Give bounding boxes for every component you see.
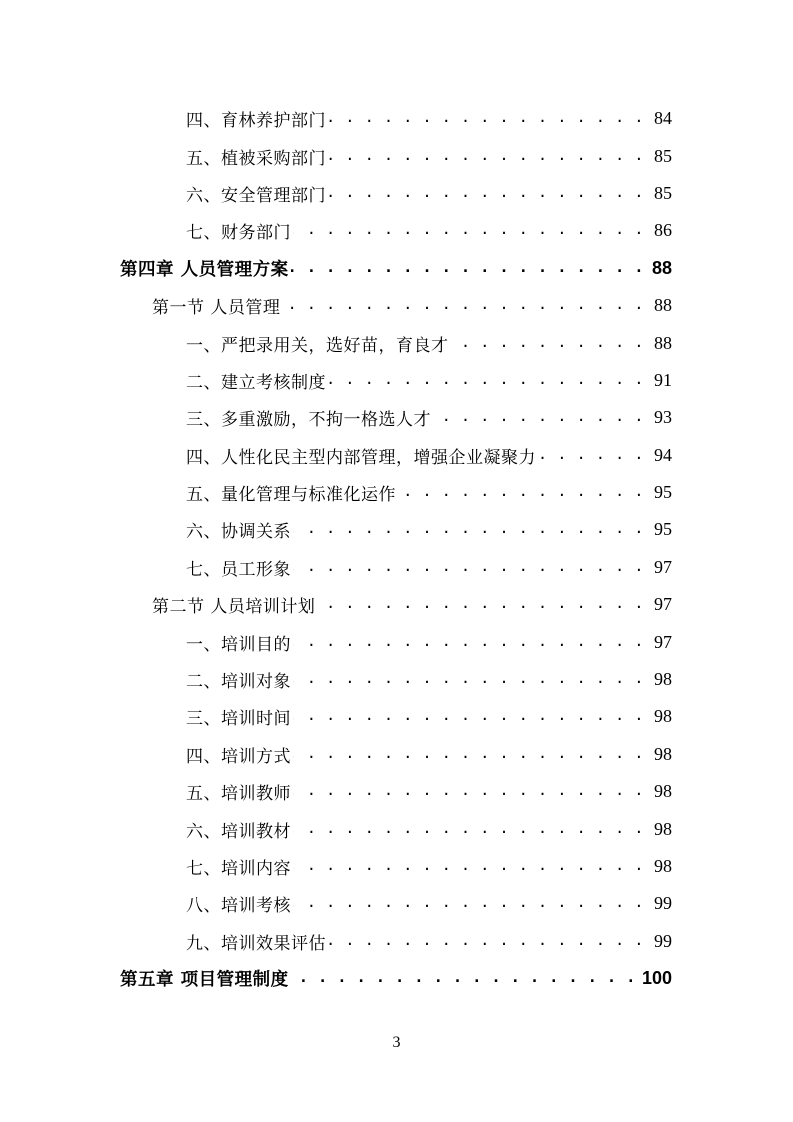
toc-entry[interactable] xyxy=(0,549,793,586)
toc-entry[interactable] xyxy=(0,175,793,212)
toc-entry[interactable] xyxy=(0,511,793,548)
toc-entry-page: 98 xyxy=(654,781,672,802)
toc-entry-page: 99 xyxy=(654,893,672,914)
dot-leader xyxy=(293,895,644,912)
toc-entry[interactable] xyxy=(0,885,793,922)
toc-section-entry[interactable] xyxy=(0,287,793,324)
toc-entry[interactable] xyxy=(0,399,793,436)
dot-leader xyxy=(293,521,644,538)
toc-entry[interactable] xyxy=(0,810,793,847)
dot-leader xyxy=(398,484,644,501)
toc-entry[interactable] xyxy=(0,474,793,511)
toc-chapter-entry[interactable] xyxy=(0,250,793,287)
page-number: 3 xyxy=(392,1034,401,1051)
toc-entry-title: 五、培训教师 xyxy=(186,784,291,805)
dot-leader xyxy=(328,933,644,950)
toc-entry-title: 第四章 人员管理方案 xyxy=(120,259,289,280)
toc-entry-page: 94 xyxy=(654,444,672,465)
toc-entry[interactable] xyxy=(0,212,793,249)
dot-leader xyxy=(291,970,636,988)
toc-entry[interactable] xyxy=(0,661,793,698)
toc-entry-page: 98 xyxy=(654,856,672,876)
dot-leader xyxy=(328,110,644,127)
toc-entry-page: 98 xyxy=(654,743,672,764)
toc-entry[interactable] xyxy=(0,923,793,960)
toc-entry-title: 第五章 项目管理制度 xyxy=(120,970,289,991)
dot-leader xyxy=(282,297,644,314)
dot-leader xyxy=(538,447,644,464)
toc-entry-page: 91 xyxy=(654,369,672,390)
toc-entry-title: 五、量化管理与标准化运作 xyxy=(186,485,396,506)
toc-entry-title: 八、培训考核 xyxy=(186,896,291,917)
toc-entry-title: 六、培训教材 xyxy=(186,821,291,842)
toc-entry[interactable] xyxy=(0,437,793,474)
toc-entry-page: 84 xyxy=(654,108,672,129)
toc-entry[interactable] xyxy=(0,698,793,735)
dot-leader xyxy=(328,372,644,389)
dot-leader xyxy=(317,596,644,613)
toc-entry-page: 97 xyxy=(654,594,672,615)
toc-entry-title: 第二节 人员培训计划 xyxy=(152,597,316,618)
dot-leader xyxy=(293,821,644,838)
dot-leader xyxy=(293,858,644,875)
toc-entry-title: 二、建立考核制度 xyxy=(186,372,326,393)
toc-entry-page: 97 xyxy=(654,631,672,652)
toc-chapter-entry[interactable] xyxy=(0,960,793,997)
toc-entry[interactable] xyxy=(0,324,793,361)
toc-entry[interactable] xyxy=(0,623,793,660)
dot-leader xyxy=(293,222,644,239)
dot-leader xyxy=(451,335,645,352)
toc-entry-title: 二、培训对象 xyxy=(186,672,291,693)
toc-entry-page: 98 xyxy=(654,818,672,839)
toc-entry[interactable] xyxy=(0,362,793,399)
toc-entry-title: 九、培训效果评估 xyxy=(186,933,326,954)
toc-entry-title: 四、培训方式 xyxy=(186,746,291,767)
toc-entry-title: 三、培训时间 xyxy=(186,709,291,730)
toc-entry-page: 98 xyxy=(654,669,672,690)
dot-leader xyxy=(328,148,644,165)
toc-entry[interactable] xyxy=(0,100,793,137)
toc-entry-title: 六、协调关系 xyxy=(186,522,291,543)
toc-entry-page: 100 xyxy=(641,968,672,989)
toc-entry-title: 七、财务部门 xyxy=(186,223,291,244)
toc-entry-page: 88 xyxy=(654,332,672,353)
toc-section-entry[interactable] xyxy=(0,586,793,623)
dot-leader xyxy=(293,746,644,763)
dot-leader xyxy=(293,708,644,725)
toc-entry-title: 四、人性化民主型内部管理，增强企业凝聚力 xyxy=(186,447,536,468)
toc-entry-page: 86 xyxy=(654,220,672,241)
toc-entry[interactable] xyxy=(0,137,793,174)
toc-entry[interactable] xyxy=(0,773,793,810)
toc-entry-page: 95 xyxy=(654,519,672,540)
dot-leader xyxy=(293,559,644,576)
toc-entry-title: 七、培训内容 xyxy=(186,859,291,879)
toc-entry-page: 85 xyxy=(654,145,672,166)
toc-entry-page: 97 xyxy=(654,556,672,577)
toc-entry-page: 85 xyxy=(654,182,672,203)
dot-leader xyxy=(293,671,644,688)
toc-entry-title: 七、员工形象 xyxy=(186,559,291,580)
toc-entry-title: 五、植被采购部门 xyxy=(186,148,326,169)
toc-entry-title: 第一节 人员管理 xyxy=(152,298,281,319)
dot-leader xyxy=(293,634,644,651)
toc-entry-title: 四、育林养护部门 xyxy=(186,111,326,132)
toc-entry-title: 三、多重激励，不拘一格选人才 xyxy=(186,410,431,431)
table-of-contents xyxy=(0,100,793,997)
dot-leader xyxy=(433,409,644,426)
toc-entry-page: 93 xyxy=(654,407,672,428)
toc-entry-title: 六、安全管理部门 xyxy=(186,185,326,206)
toc-entry-page: 99 xyxy=(654,930,672,951)
toc-entry-page: 88 xyxy=(651,257,672,278)
dot-leader xyxy=(291,260,644,278)
toc-entry-page: 88 xyxy=(654,295,672,316)
toc-entry-page: 98 xyxy=(654,706,672,727)
toc-entry[interactable] xyxy=(0,736,793,773)
toc-entry-title: 一、严把录用关，选好苗，育良才 xyxy=(186,335,449,356)
toc-entry-page: 95 xyxy=(654,482,672,503)
dot-leader xyxy=(328,185,644,202)
toc-entry[interactable] xyxy=(0,848,793,885)
toc-entry-title: 一、培训目的 xyxy=(186,634,291,655)
dot-leader xyxy=(293,783,644,800)
